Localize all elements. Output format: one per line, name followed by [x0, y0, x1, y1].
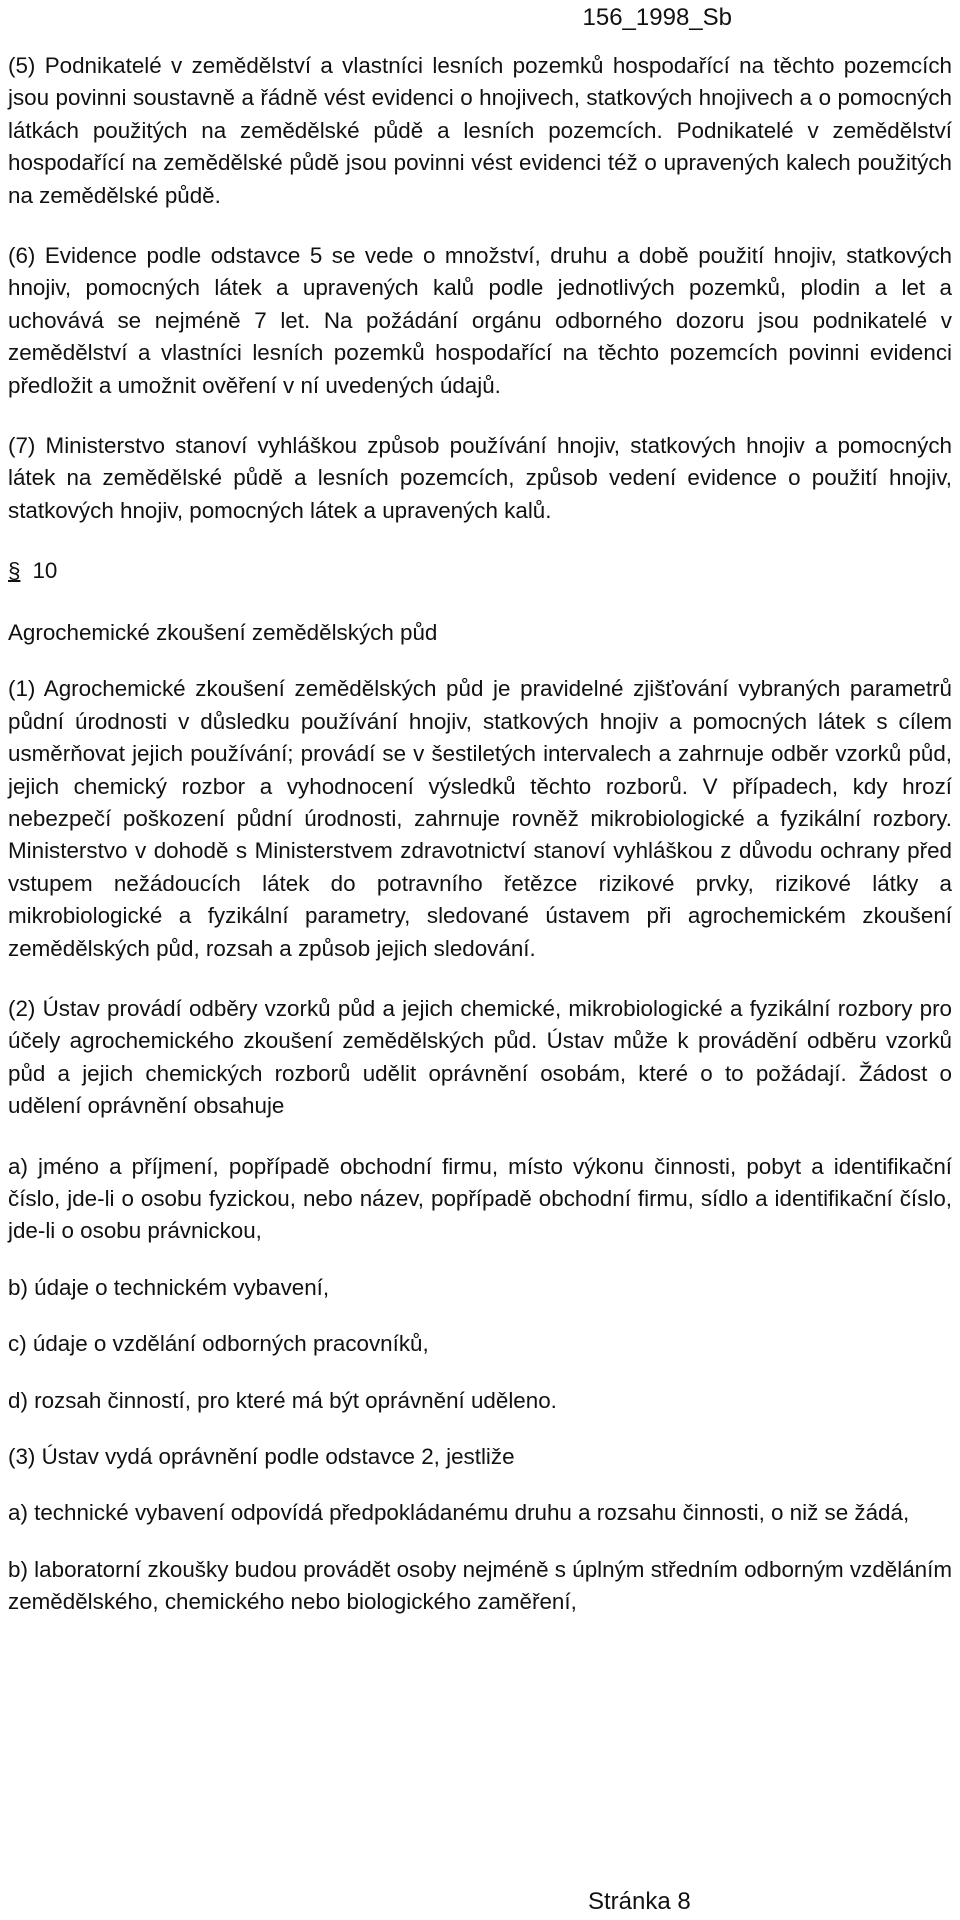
section-paragraph-1: (1) Agrochemické zkoušení zemědělských půd je pravidelné zjišťování vybraných parametrů půdní úrodnosti v důsledku používání hnojiv, statkových hnojiv a pomocných látek s cílem usměrňovat jejich používání; provádí se v šestiletých intervalech a zahrnuje odběr vzorků půd, jejich chemický rozbor a vyhodnocení výsledků těchto rozborů. V případech, kdy hrozí nebezpečí poškození půdní úrodnosti, zahrnuje rovněž mikrobiologické a fyzikální rozbory. Ministerstvo v dohodě s Ministerstvem zdravotnictví stanoví vyhláškou z důvodu ochrany před vstupem nežádoucích látek do potravního řetězce rizikové prvky, rizikové látky a mikrobiologické a fyzikální parametry, sledované ústavem při agrochemickém zkoušení zemědělských půd, rozsah a způsob jejich sledování. — [8, 676, 952, 961]
paragraph-7: (7) Ministerstvo stanoví vyhláškou způsob používání hnojiv, statkových hnojiv a pomocných látek na zemědělské půdě a lesních pozemcích, způsob vedení evidence o použití hnojiv, statkových hnojiv, pomocných látek a upravených kalů. — [8, 433, 952, 523]
section-title: Agrochemické zkoušení zemědělských půd — [8, 620, 438, 646]
paragraph-6: (6) Evidence podle odstavce 5 se vede o množství, druhu a době použití hnojiv, statkových hnojiv, pomocných látek a upravených kalů podle jednotlivých pozemků, plodin a let a uchovává se nejméně 7 let. Na požádání orgánu odborného dozoru jsou podnikatelé v zemědělství a vlastníci lesních pozemků hospodařící na těchto pozemcích povinni evidenci předložit a umožnit ověření v ní uvedených údajů. — [8, 243, 952, 398]
section-number-value: 10 — [32, 558, 58, 584]
section-sign: § — [8, 558, 21, 584]
section-paragraph-2: (2) Ústav provádí odběry vzorků půd a jejich chemické, mikrobiologické a fyzikální rozbory pro účely agrochemického zkoušení zemědělských půd. Ústav může k provádění odběru vzorků půd a jejich chemických rozborů udělit oprávnění osobám, které o to požádají. Žádost o udělení oprávnění obsahuje — [8, 995, 952, 1119]
list-item-d: d) rozsah činností, pro které má být oprávnění uděleno. — [8, 1387, 557, 1413]
section-number — [8, 555, 952, 587]
list-item-a: a) jméno a příjmení, popřípadě obchodní firmu, místo výkonu činnosti, pobyt a identifikační číslo, jde-li o osobu fyzickou, nebo název, popřípadě obchodní firmu, sídlo a identifikační číslo, jde-li o osobu právnickou, — [8, 1153, 952, 1244]
paragraph-5: (5) Podnikatelé v zemědělství a vlastníci lesních pozemků hospodařící na těchto pozemcích jsou povinni soustavně a řádně vést evidenci o hnojivech, statkových hnojivech a o pomocných látkách použitých na zemědělské půdě a lesních pozemcích. Podnikatelé v zemědělství hospodařící na zemědělské půdě jsou povinni vést evidenci též o upravených kalech použitých na zemědělské půdě. — [8, 53, 952, 208]
document-body — [8, 50, 952, 1643]
page-number: Stránka 8 — [588, 1888, 691, 1915]
list-item-a-2: a) technické vybavení odpovídá předpokládanému druhu a rozsahu činnosti, o niž se žádá, — [8, 1500, 910, 1526]
list-item-b: b) údaje o technickém vybavení, — [8, 1274, 330, 1300]
document-id: 156_1998_Sb — [582, 4, 732, 31]
list-item-c: c) údaje o vzdělání odborných pracovníků, — [8, 1331, 429, 1357]
section-paragraph-3: (3) Ústav vydá oprávnění podle odstavce 2, jestliže — [8, 1444, 515, 1469]
list-item-b-2: b) laboratorní zkoušky budou provádět osoby nejméně s úplným středním odborným vzděláním zemědělského, chemického nebo biologického zaměření, — [8, 1556, 952, 1615]
